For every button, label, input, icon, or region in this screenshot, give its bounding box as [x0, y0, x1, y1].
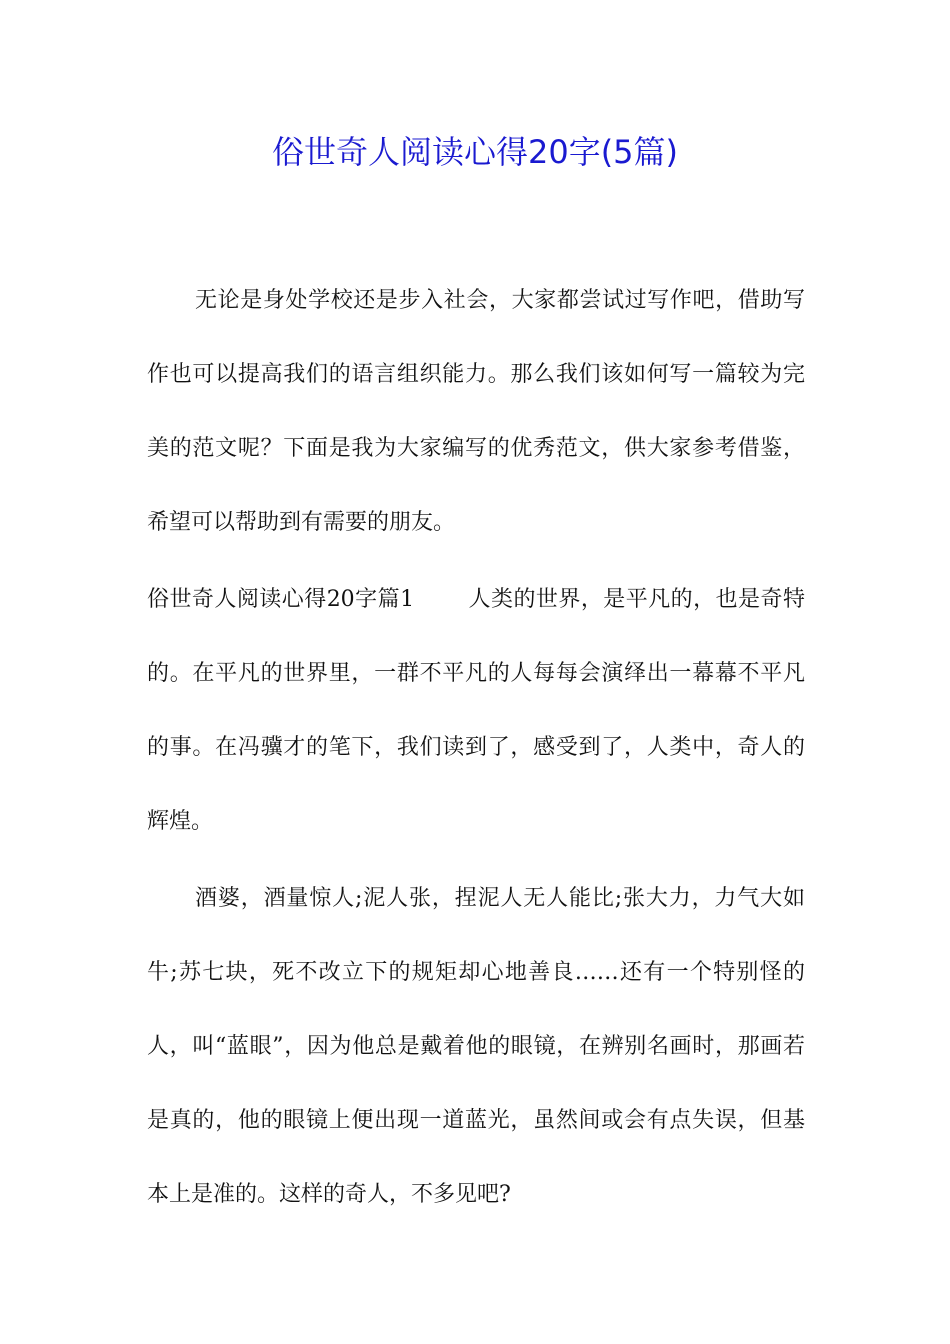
- intro-paragraph: 无论是身处学校还是步入社会，大家都尝试过写作吧，借助写作也可以提高我们的语言组织能力。那么我们该如何写一篇较为完美的范文呢？下面是我为大家编写的优秀范文，供大家参考借鉴，希望可以帮助到有需要的朋友。: [147, 288, 805, 535]
- document-title: 俗世奇人阅读心得20字(5篇): [271, 133, 679, 171]
- section-paragraph: [147, 563, 805, 859]
- section-paragraph-2: 酒婆，酒量惊人;泥人张，捏泥人无人能比;张大力，力气大如牛;苏七块，死不改立下的规矩却心地善良……还有一个特别怪的人，叫“蓝眼”，因为他总是戴着他的眼镜，在辨别名画时，那画若是真的，他的眼镜上便出现一道蓝光，虽然间或会有点失误，但基本上是准的。这样的奇人，不多见吧?: [147, 886, 805, 1207]
- section-heading: 俗世奇人阅读心得20字篇1: [147, 587, 415, 612]
- section-paragraph-1: 人类的世界，是平凡的，也是奇特的。在平凡的世界里，一群不平凡的人每每会演绎出一幕幕不平凡的事。在冯骥才的笔下，我们读到了，感受到了，人类中，奇人的辉煌。: [147, 587, 805, 834]
